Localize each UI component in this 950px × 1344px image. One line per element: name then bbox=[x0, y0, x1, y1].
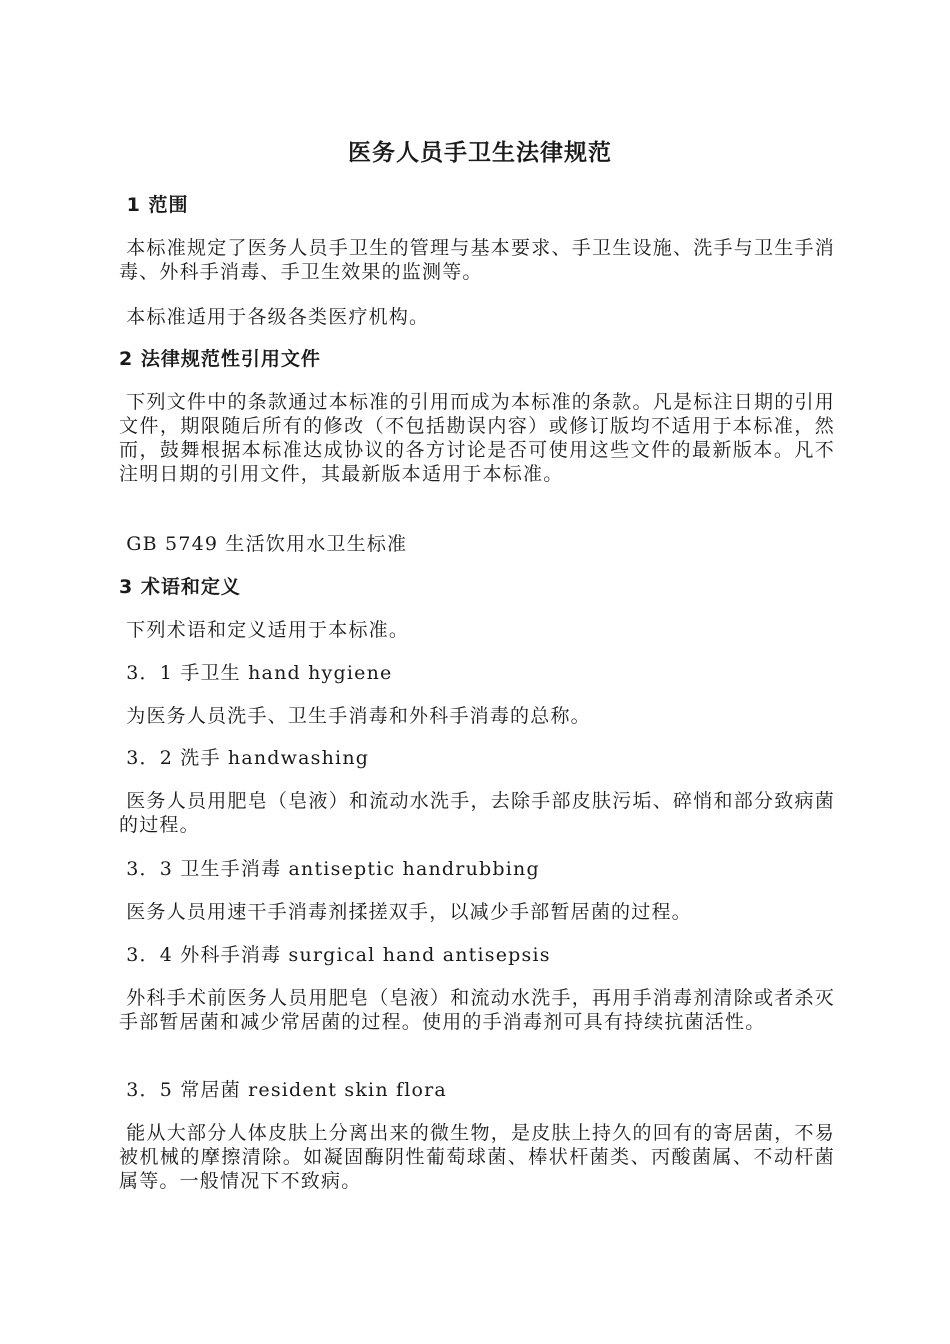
term-definition-handwashing: 医务人员用肥皂（皂液）和流动水洗手，去除手部皮肤污垢、碎悄和部分致病菌的过程。 bbox=[119, 790, 835, 836]
term-definition-antiseptic-handrubbing: 医务人员用速干手消毒剂揉搓双手，以减少手部暂居菌的过程。 bbox=[119, 901, 692, 923]
paragraph-terms-intro: 下列术语和定义适用于本标准。 bbox=[119, 619, 410, 641]
paragraph-scope-content: 本标准规定了医务人员手卫生的管理与基本要求、手卫生设施、洗手与卫生手消毒、外科手消毒、手卫生效果的监测等。 bbox=[119, 237, 835, 283]
term-heading-antiseptic-handrubbing: 3．3 卫生手消毒 antiseptic handrubbing bbox=[119, 858, 540, 880]
section-heading-normative-references: 2 法律规范性引用文件 bbox=[119, 348, 321, 370]
paragraph-reference-gb5749: GB 5749 生活饮用水卫生标准 bbox=[119, 533, 408, 555]
term-definition-resident-skin-flora: 能从大部分人体皮肤上分离出来的微生物，是皮肤上持久的回有的寄居菌，不易被机械的摩擦清除。如凝固酶阴性葡萄球菌、棒状杆菌类、丙酸菌属、不动杆菌属等。一般情况下不致病。 bbox=[119, 1122, 835, 1192]
section-heading-terms-definitions: 3 术语和定义 bbox=[119, 576, 241, 598]
term-definition-surgical-hand-antisepsis: 外科手术前医务人员用肥皂（皂液）和流动水洗手，再用手消毒剂清除或者杀灭手部暂居菌和减少常居菌的过程。使用的手消毒剂可具有持续抗菌活性。 bbox=[119, 987, 835, 1033]
term-definition-hand-hygiene: 为医务人员洗手、卫生手消毒和外科手消毒的总称。 bbox=[119, 705, 591, 727]
term-heading-hand-hygiene: 3．1 手卫生 hand hygiene bbox=[119, 662, 393, 684]
paragraph-scope-applicability: 本标准适用于各级各类医疗机构。 bbox=[119, 306, 430, 328]
section-heading-scope: 1 范围 bbox=[119, 194, 189, 216]
paragraph-references-intro: 下列文件中的条款通过本标准的引用而成为本标准的条款。凡是标注日期的引用文件，期限随后所有的修改（不包括勘误内容）或修订版均不适用于本标准，然而，鼓舞根据本标准达成协议的各方讨论是否可使用这些文件的最新版本。凡不注明日期的引用文件，其最新版本适用于本标准。 bbox=[119, 391, 835, 485]
document-title: 医务人员手卫生法律规范 bbox=[348, 140, 612, 166]
term-heading-surgical-hand-antisepsis: 3．4 外科手消毒 surgical hand antisepsis bbox=[119, 944, 551, 966]
term-heading-resident-skin-flora: 3．5 常居菌 resident skin flora bbox=[119, 1079, 447, 1101]
term-heading-handwashing: 3．2 洗手 handwashing bbox=[119, 747, 370, 769]
